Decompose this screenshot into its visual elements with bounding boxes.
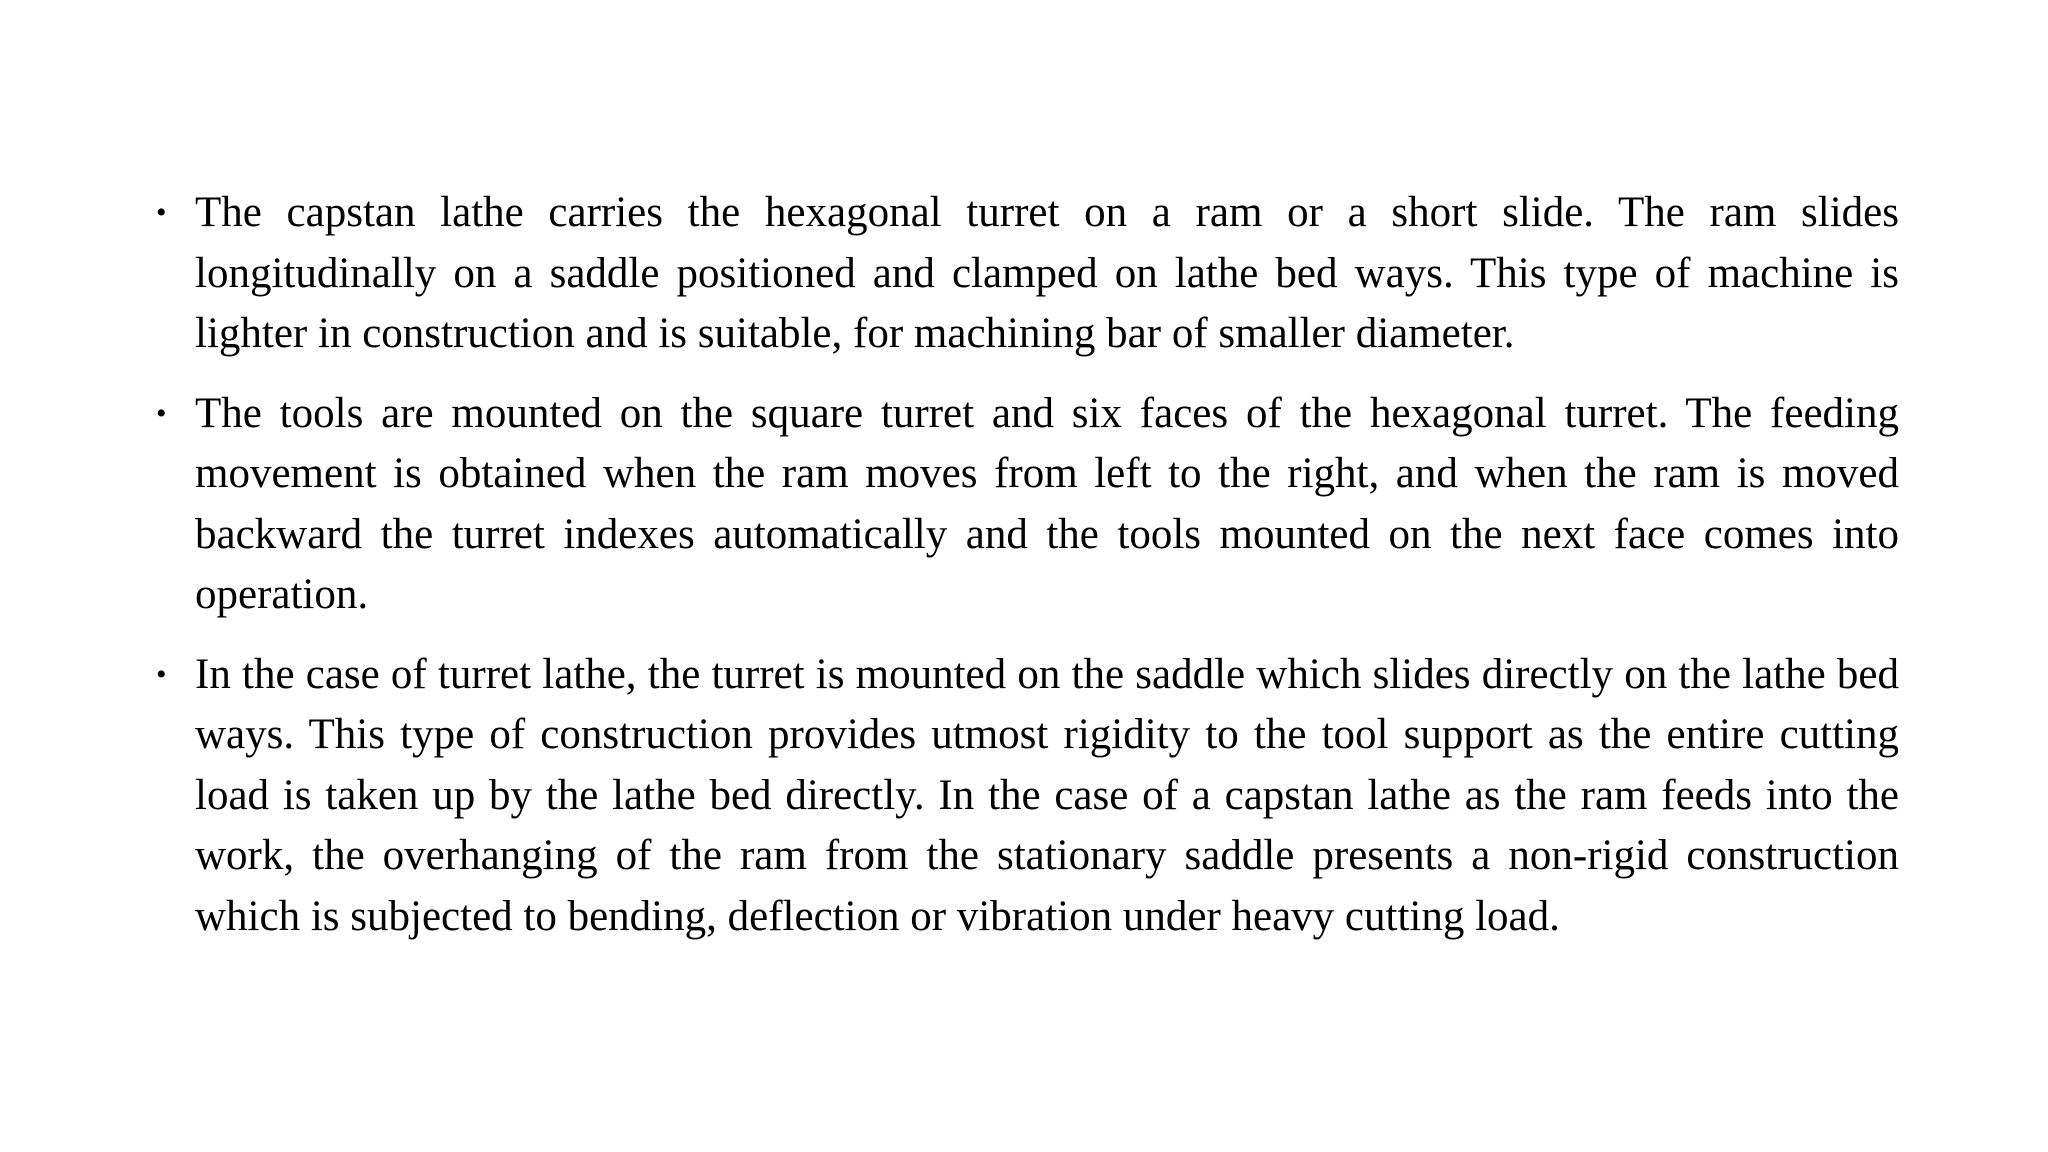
bullet-item-turret-lathe (152, 645, 1899, 948)
bullet-text: The tools are mounted on the square turret and six faces of the hexagonal turret. The feeding movement is obtained when the ram moves from left to the right, and when the ram is moved backward the turret indexes automatically and the tools mounted on the next face comes into operation. (195, 389, 1899, 618)
bullet-marker: • (156, 657, 167, 691)
bullet-text: In the case of turret lathe, the turret is mounted on the saddle which slides directly on the lathe bed ways. This type of construction provides utmost rigidity to the tool support as the entire cutting load is taken up by the lathe bed directly. In the case of a capstan lathe as the ram feeds into the work, the overhanging of the ram from the stationary saddle presents a non-rigid construction which is subjected to bending, deflection or vibration under heavy cutting load. (195, 650, 1899, 940)
bullet-text: The capstan lathe carries the hexagonal turret on a ram or a short slide. The ram slides longitudinally on a saddle positioned and clamped on lathe bed ways. This type of machine is lighter in construction and is suitable, for machining bar of smaller diameter. (195, 189, 1899, 357)
bullet-marker: • (156, 396, 167, 430)
bullet-item-capstan-lathe (152, 183, 1899, 365)
bullet-item-tools-mounting (152, 384, 1899, 626)
bullet-list (152, 183, 1899, 966)
bullet-marker: • (156, 196, 167, 229)
